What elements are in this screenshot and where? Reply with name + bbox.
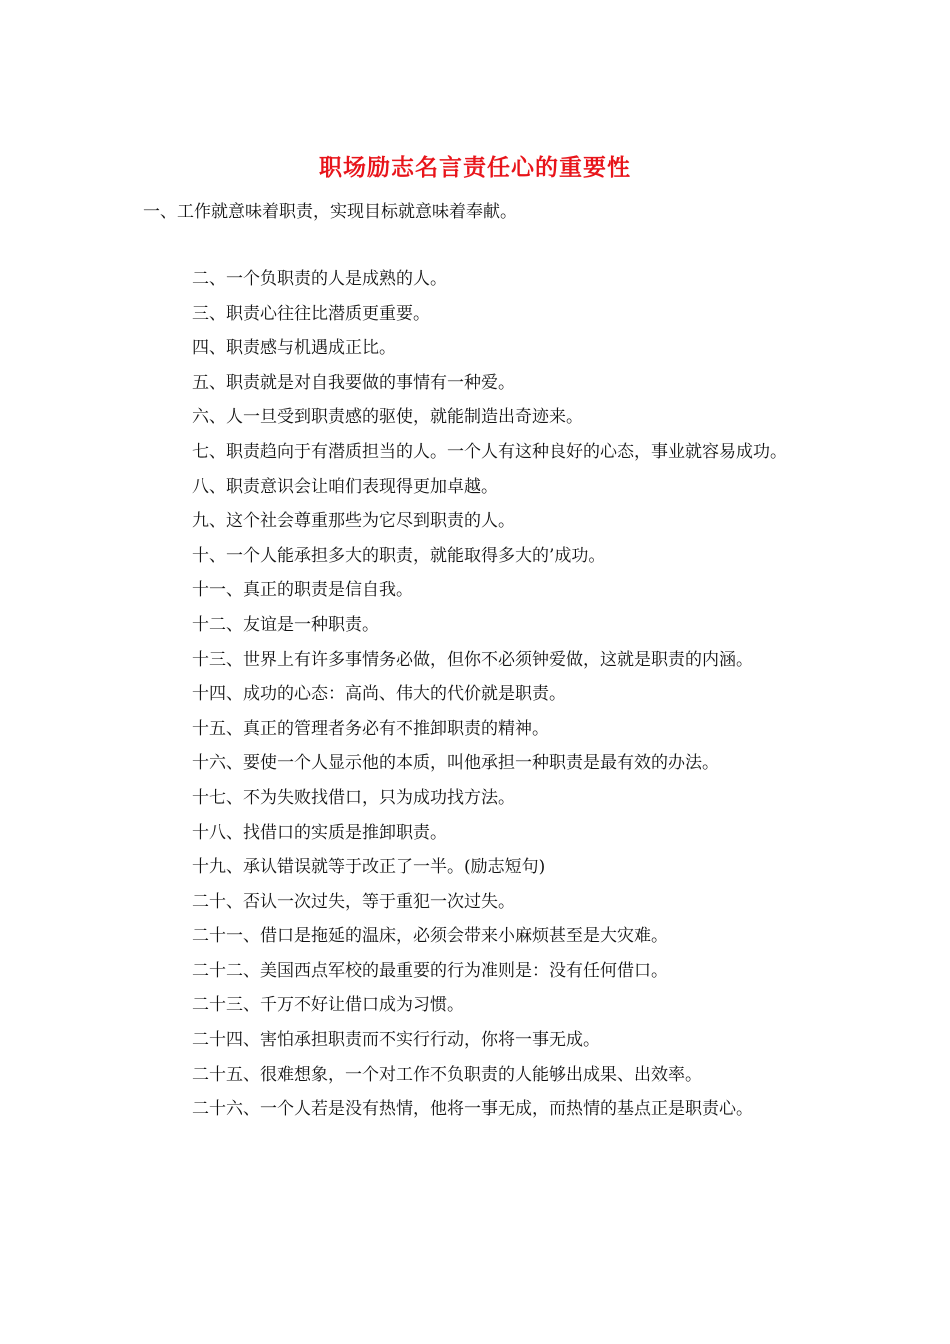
quote-item: 二十一、借口是拖延的温床，必须会带来小麻烦甚至是大灾难。 [192,926,668,947]
quote-item: 二十五、很难想象，一个对工作不负职责的人能够出成果、出效率。 [192,1064,702,1085]
quote-item: 十三、世界上有许多事情务必做，但你不必须钟爱做，这就是职责的内涵。 [192,649,753,670]
quote-item: 二十四、害怕承担职责而不实行行动，你将一事无成。 [192,1030,600,1051]
quote-item: 二十六、一个人若是没有热情，他将一事无成，而热情的基点正是职责心。 [192,1099,753,1120]
quote-item: 二十、否认一次过失，等于重犯一次过失。 [192,891,515,912]
quote-item: 十、一个人能承担多大的职责，就能取得多大的’成功。 [192,545,606,566]
quote-item: 八、职责意识会让咱们表现得更加卓越。 [192,476,498,497]
quote-item: 六、人一旦受到职责感的驱使，就能制造出奇迹来。 [192,407,583,428]
quote-item: 九、这个社会尊重那些为它尽到职责的人。 [192,511,515,532]
quote-item: 五、职责就是对自我要做的事情有一种爱。 [192,372,515,393]
quote-item: 二十二、美国西点军校的最重要的行为准则是：没有任何借口。 [192,960,668,981]
quote-item: 四、职责感与机遇成正比。 [192,338,396,359]
quote-item: 七、职责趋向于有潜质担当的人。一个人有这种良好的心态，事业就容易成功。 [192,441,787,462]
quote-list [143,262,823,1127]
quote-item: 十七、不为失败找借口，只为成功找方法。 [192,787,515,808]
quote-item: 十八、找借口的实质是推卸职责。 [192,822,447,843]
quote-item: 十五、真正的管理者务必有不推卸职责的精神。 [192,718,549,739]
quote-item: 十六、要使一个人显示他的本质，叫他承担一种职责是最有效的办法。 [192,753,719,774]
document-title: 职场励志名言责任心的重要性 [319,154,631,181]
quote-item: 三、职责心往往比潜质更重要。 [192,303,430,324]
quote-item: 二、一个负职责的人是成熟的人。 [192,269,447,289]
quote-item: 十一、真正的职责是信自我。 [192,580,413,601]
first-item: 一、工作就意味着职责，实现目标就意味着奉献。 [143,202,517,222]
quote-item: 二十三、千万不好让借口成为习惯。 [192,995,464,1016]
quote-item: 十九、承认错误就等于改正了一半。(励志短句) [192,857,546,878]
quote-item: 十四、成功的心态：高尚、伟大的代价就是职责。 [192,684,566,705]
quote-item: 十二、友谊是一种职责。 [192,614,379,635]
